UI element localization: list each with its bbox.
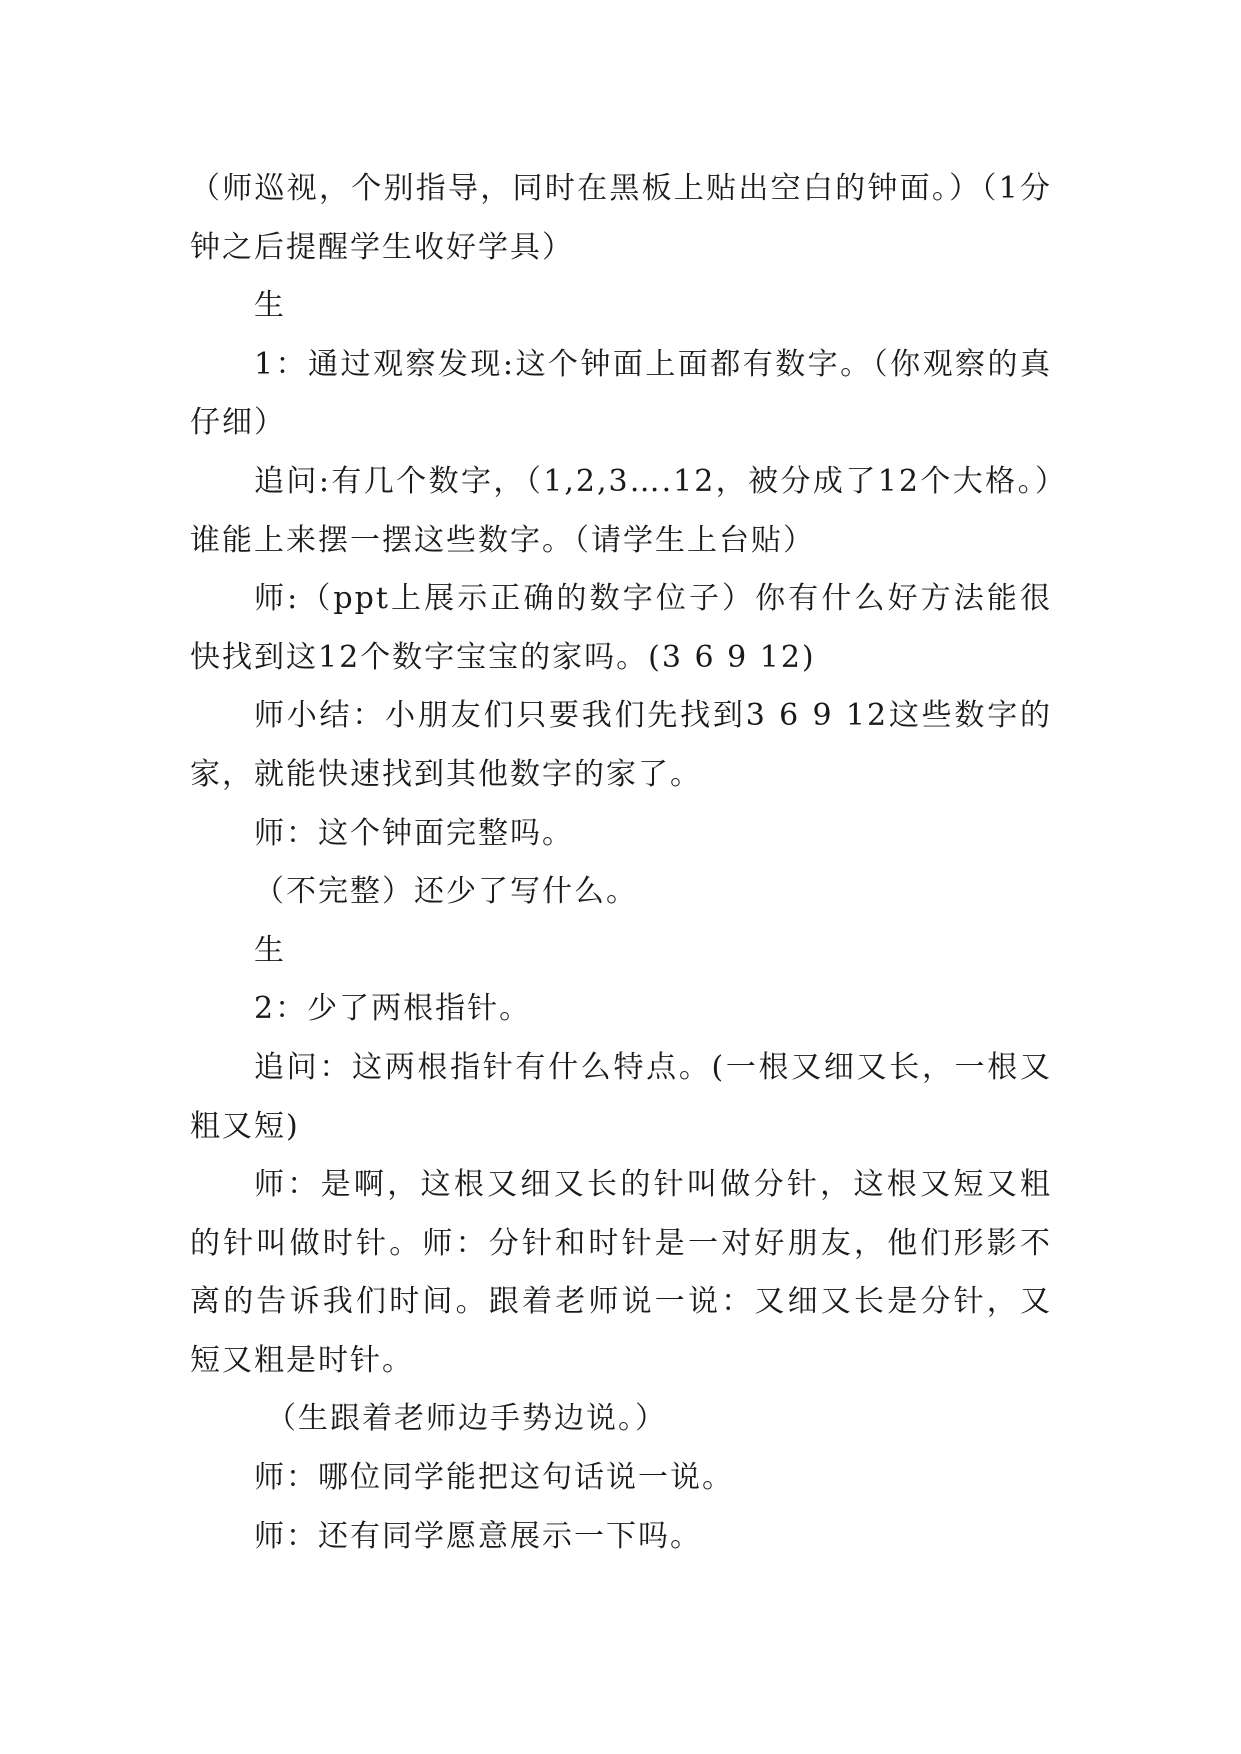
paragraph: 2：少了两根指针。 [254,991,532,1027]
paragraph: 追问:有几个数字，（1,2,3….12，被分成了12个大格。）谁能上来摆一摆这些数字。（请学生上台贴） [190,463,1052,558]
paragraph: 师：这个钟面完整吗。 [254,815,574,851]
paragraph: 生 [254,288,286,324]
paragraph: 师：是啊，这根又细又长的针叫做分针，这根又短又粗的针叫做时针。师：分针和时针是一对好朋友，他们形影不离的告诉我们时间。跟着老师说一说：又细又长是分针，又短又粗是时针。 [190,1167,1052,1378]
paragraph: 师：哪位同学能把这句话说一说。 [254,1460,734,1496]
paragraph: （师巡视，个别指导，同时在黑板上贴出空白的钟面。）（1分钟之后提醒学生收好学具） [190,171,1052,265]
document-body [190,160,1052,1566]
paragraph: （生跟着老师边手势边说。） [266,1401,667,1437]
paragraph: 追问：这两根指针有什么特点。(一根又细又长，一根又粗又短) [190,1049,1052,1144]
paragraph: 师:（ppt上展示正确的数字位子）你有什么好方法能很快找到这12个数字宝宝的家吗。(3 6 9 12) [190,581,1052,675]
paragraph: 1：通过观察发现:这个钟面上面都有数字。（你观察的真仔细） [190,346,1052,441]
paragraph: （不完整）还少了写什么。 [254,874,638,910]
paragraph: 师小结：小朋友们只要我们先找到3 6 9 12这些数字的家，就能快速找到其他数字的家了。 [190,698,1052,792]
paragraph: 师：还有同学愿意展示一下吗。 [254,1518,702,1554]
paragraph: 生 [254,932,286,968]
